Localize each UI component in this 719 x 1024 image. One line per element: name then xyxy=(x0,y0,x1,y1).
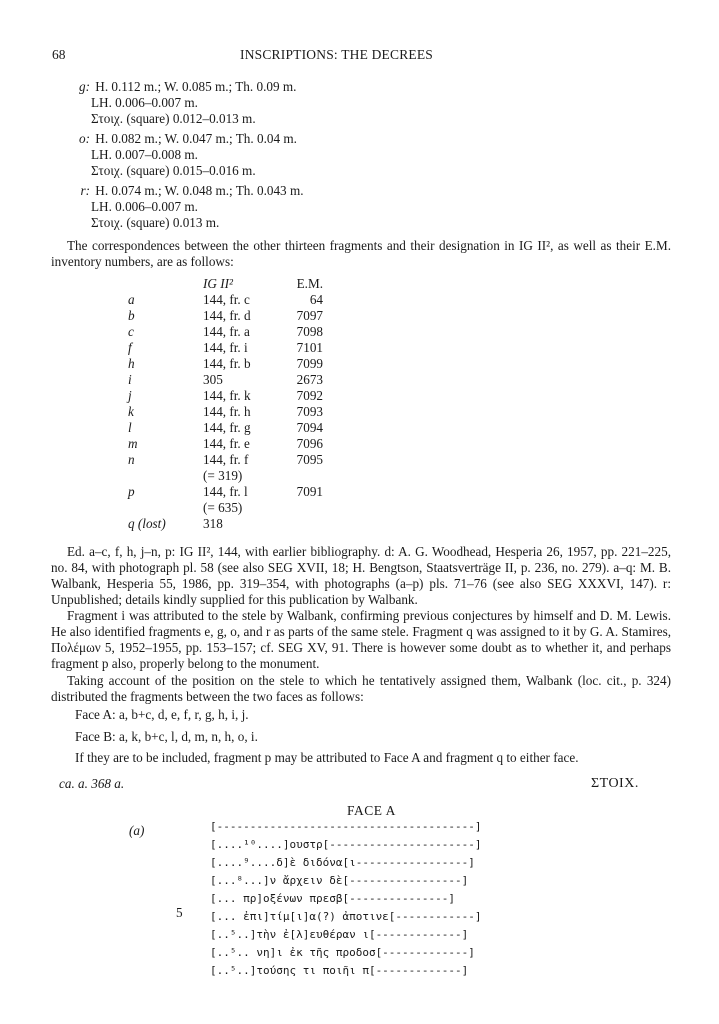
ig-reference-cell: (= 635) xyxy=(203,500,243,515)
table-row xyxy=(128,420,323,436)
inscription-line: [..⁵.. νη]ι ἐκ τῆς προδοσ[-------------] xyxy=(210,946,475,959)
ig-reference-cell: 144, fr. d xyxy=(203,308,251,323)
fragment-text: Fragment i was attributed to the stele by Walbank, confirming previous conjectures by himself and D. M. Lewis. He also identified fragments e, g, o, and r as parts of the same stele. Fragment q was assigned to it by G. A. Stamires, Πολέμων 5, 1952–1955, pp. 153–157; cf. SEG XV, 91. There is however some doubt as to whether it, and perhaps fragment p also, properly belong to the monument. xyxy=(51,608,671,671)
edition-paragraph xyxy=(51,544,671,608)
stoich-label: ΣΤΟΙΧ. xyxy=(591,776,639,791)
fragment-cell: b xyxy=(128,308,135,323)
table-row xyxy=(128,324,323,340)
table-row xyxy=(128,500,323,516)
face-b-list: Face B: a, k, b+c, l, d, m, n, h, o, i. xyxy=(75,729,258,744)
face-a-list: Face A: a, b+c, d, e, f, r, g, h, i, j. xyxy=(75,707,249,722)
inscription-line: [... πρ]οξένων πρεσβ[---------------] xyxy=(210,892,456,905)
table-row xyxy=(128,404,323,420)
em-number-cell xyxy=(278,468,323,484)
fragment-label: r: xyxy=(80,183,90,198)
ig-reference-cell: 318 xyxy=(203,516,223,531)
line-number: 5 xyxy=(176,905,183,920)
ig-reference-cell: 144, fr. f xyxy=(203,452,249,467)
date-line: ca. a. 368 a. xyxy=(59,776,125,791)
table-row xyxy=(128,292,323,308)
fragment-label: o: xyxy=(79,131,90,146)
measurements-r xyxy=(62,183,462,231)
em-number-cell: 7095 xyxy=(296,452,323,467)
table-row xyxy=(128,372,323,388)
fragment-cell: i xyxy=(128,372,132,387)
fragment-cell: h xyxy=(128,356,135,371)
fragment-cell xyxy=(128,500,203,516)
ig-reference-cell: 144, fr. k xyxy=(203,388,251,403)
inscription-line: [..⁵..]τούσης τι ποιῆι π[-------------] xyxy=(210,964,469,977)
em-number-cell: 7093 xyxy=(296,404,323,419)
dimensions: H. 0.074 m.; W. 0.048 m.; Th. 0.043 m. xyxy=(95,183,304,198)
letter-height: LH. 0.006–0.007 m. xyxy=(91,95,198,110)
table-row xyxy=(128,356,323,372)
stoich-spacing: Στοιχ. (square) 0.013 m. xyxy=(91,215,220,230)
ig-reference-cell: 144, fr. e xyxy=(203,436,250,451)
em-number-cell: 7091 xyxy=(296,484,323,499)
table-row xyxy=(128,340,323,356)
correspondence-intro: The correspondences between the other thirteen fragments and their designation in IG II², as well as their E.M. inventory numbers, are as follows: xyxy=(51,238,671,269)
table-header-row xyxy=(128,276,323,292)
em-number-cell: 7092 xyxy=(296,388,323,403)
table-row xyxy=(128,436,323,452)
ig-reference-cell: 144, fr. l xyxy=(203,484,248,499)
fragment-cell: n xyxy=(128,452,135,467)
position-paragraph xyxy=(51,673,671,705)
fragment-cell: f xyxy=(128,340,132,355)
ig-reference-cell: 144, fr. h xyxy=(203,404,251,419)
ig-reference-cell: 144, fr. i xyxy=(203,340,248,355)
stoich-spacing: Στοιχ. (square) 0.015–0.016 m. xyxy=(91,163,256,178)
letter-height: LH. 0.006–0.007 m. xyxy=(91,199,198,214)
correspondence-table xyxy=(128,276,323,532)
ig-reference-cell: 144, fr. g xyxy=(203,420,251,435)
position-text: Taking account of the position on the stele to which he tentatively assigned them, Walbank (loc. cit., p. 324) distributed the fragments between the two faces as follows: xyxy=(51,673,671,704)
column-header-ig: IG II² xyxy=(203,276,233,291)
ig-reference-cell: 144, fr. c xyxy=(203,292,250,307)
inscription-line: [---------------------------------------] xyxy=(210,820,482,833)
inscription-line: [... ἐπι]τίμ[ι]α(?) ἀποτινε[------------] xyxy=(210,910,482,923)
inscription-line: [...⁸...]ν ἄρχειν δὲ[-----------------] xyxy=(210,874,469,887)
inscription-line: [....⁹....δ]ὲ διδόνα[ι-----------------] xyxy=(210,856,475,869)
fragment-cell: c xyxy=(128,324,134,339)
em-number-cell: 2673 xyxy=(296,372,323,387)
fragment-marker: (a) xyxy=(129,823,145,838)
running-title: INSCRIPTIONS: THE DECREES xyxy=(240,47,434,62)
dimensions: H. 0.082 m.; W. 0.047 m.; Th. 0.04 m. xyxy=(95,131,297,146)
face-title: FACE A xyxy=(347,803,396,818)
em-number-cell: 7094 xyxy=(296,420,323,435)
em-number-cell xyxy=(278,500,323,516)
ig-reference-cell: 305 xyxy=(203,372,223,387)
stoich-spacing: Στοιχ. (square) 0.012–0.013 m. xyxy=(91,111,256,126)
table-row xyxy=(128,484,323,500)
ig-reference-cell: 144, fr. a xyxy=(203,324,250,339)
table-row xyxy=(128,388,323,404)
page-number: 68 xyxy=(52,47,66,62)
fragment-cell: m xyxy=(128,436,138,451)
table-row xyxy=(128,468,323,484)
ig-reference-cell: (= 319) xyxy=(203,468,243,483)
fragment-label: g: xyxy=(79,79,90,94)
column-header-em: E.M. xyxy=(296,276,323,291)
letter-height: LH. 0.007–0.008 m. xyxy=(91,147,198,162)
ig-reference-cell: 144, fr. b xyxy=(203,356,251,371)
em-number-cell: 7101 xyxy=(296,340,323,355)
inclusion-note: If they are to be included, fragment p may be attributed to Face A and fragment q to either face. xyxy=(75,750,579,765)
fragment-cell: l xyxy=(128,420,132,435)
fragment-cell: q (lost) xyxy=(128,516,166,531)
em-number-cell: 64 xyxy=(309,292,323,307)
fragment-cell: j xyxy=(128,388,132,403)
em-number-cell: 7099 xyxy=(296,356,323,371)
fragment-cell: k xyxy=(128,404,134,419)
dimensions: H. 0.112 m.; W. 0.085 m.; Th. 0.09 m. xyxy=(95,79,297,94)
em-number-cell: 7098 xyxy=(296,324,323,339)
em-number-cell: 7096 xyxy=(296,436,323,451)
em-number-cell: 7097 xyxy=(296,308,323,323)
inscription-line: [....¹⁰....]ουστρ[----------------------] xyxy=(210,838,482,851)
table-row xyxy=(128,452,323,468)
fragment-cell: p xyxy=(128,484,135,499)
measurements-o xyxy=(62,131,462,179)
inscription-text xyxy=(210,818,560,980)
edition-text: Ed. a–c, f, h, j–n, p: IG II², 144, with earlier bibliography. d: A. G. Woodhead, Hesperia 26, 1957, pp. 221–225, no. 84, with photograph pl. 58 (see also SEG XVII, 18; H. Bengtson, Staatsverträge II, p. 236, no. 279). a–q: M. B. Walbank, Hesperia 55, 1986, pp. 319–354, with photographs (a–p) pls. 71–76 (see also SEG XXXVI, 147). r: Unpublished; details kindly supplied for this publication by Walbank. xyxy=(51,544,671,607)
table-row xyxy=(128,516,323,532)
fragment-cell: a xyxy=(128,292,135,307)
table-row xyxy=(128,308,323,324)
inscription-line: [..⁵..]τὴν ἐ[λ]ευθέραν ι[-------------] xyxy=(210,928,469,941)
measurements-g xyxy=(62,79,462,127)
em-number-cell xyxy=(278,516,323,532)
fragment-paragraph xyxy=(51,608,671,672)
fragment-cell xyxy=(128,468,203,484)
